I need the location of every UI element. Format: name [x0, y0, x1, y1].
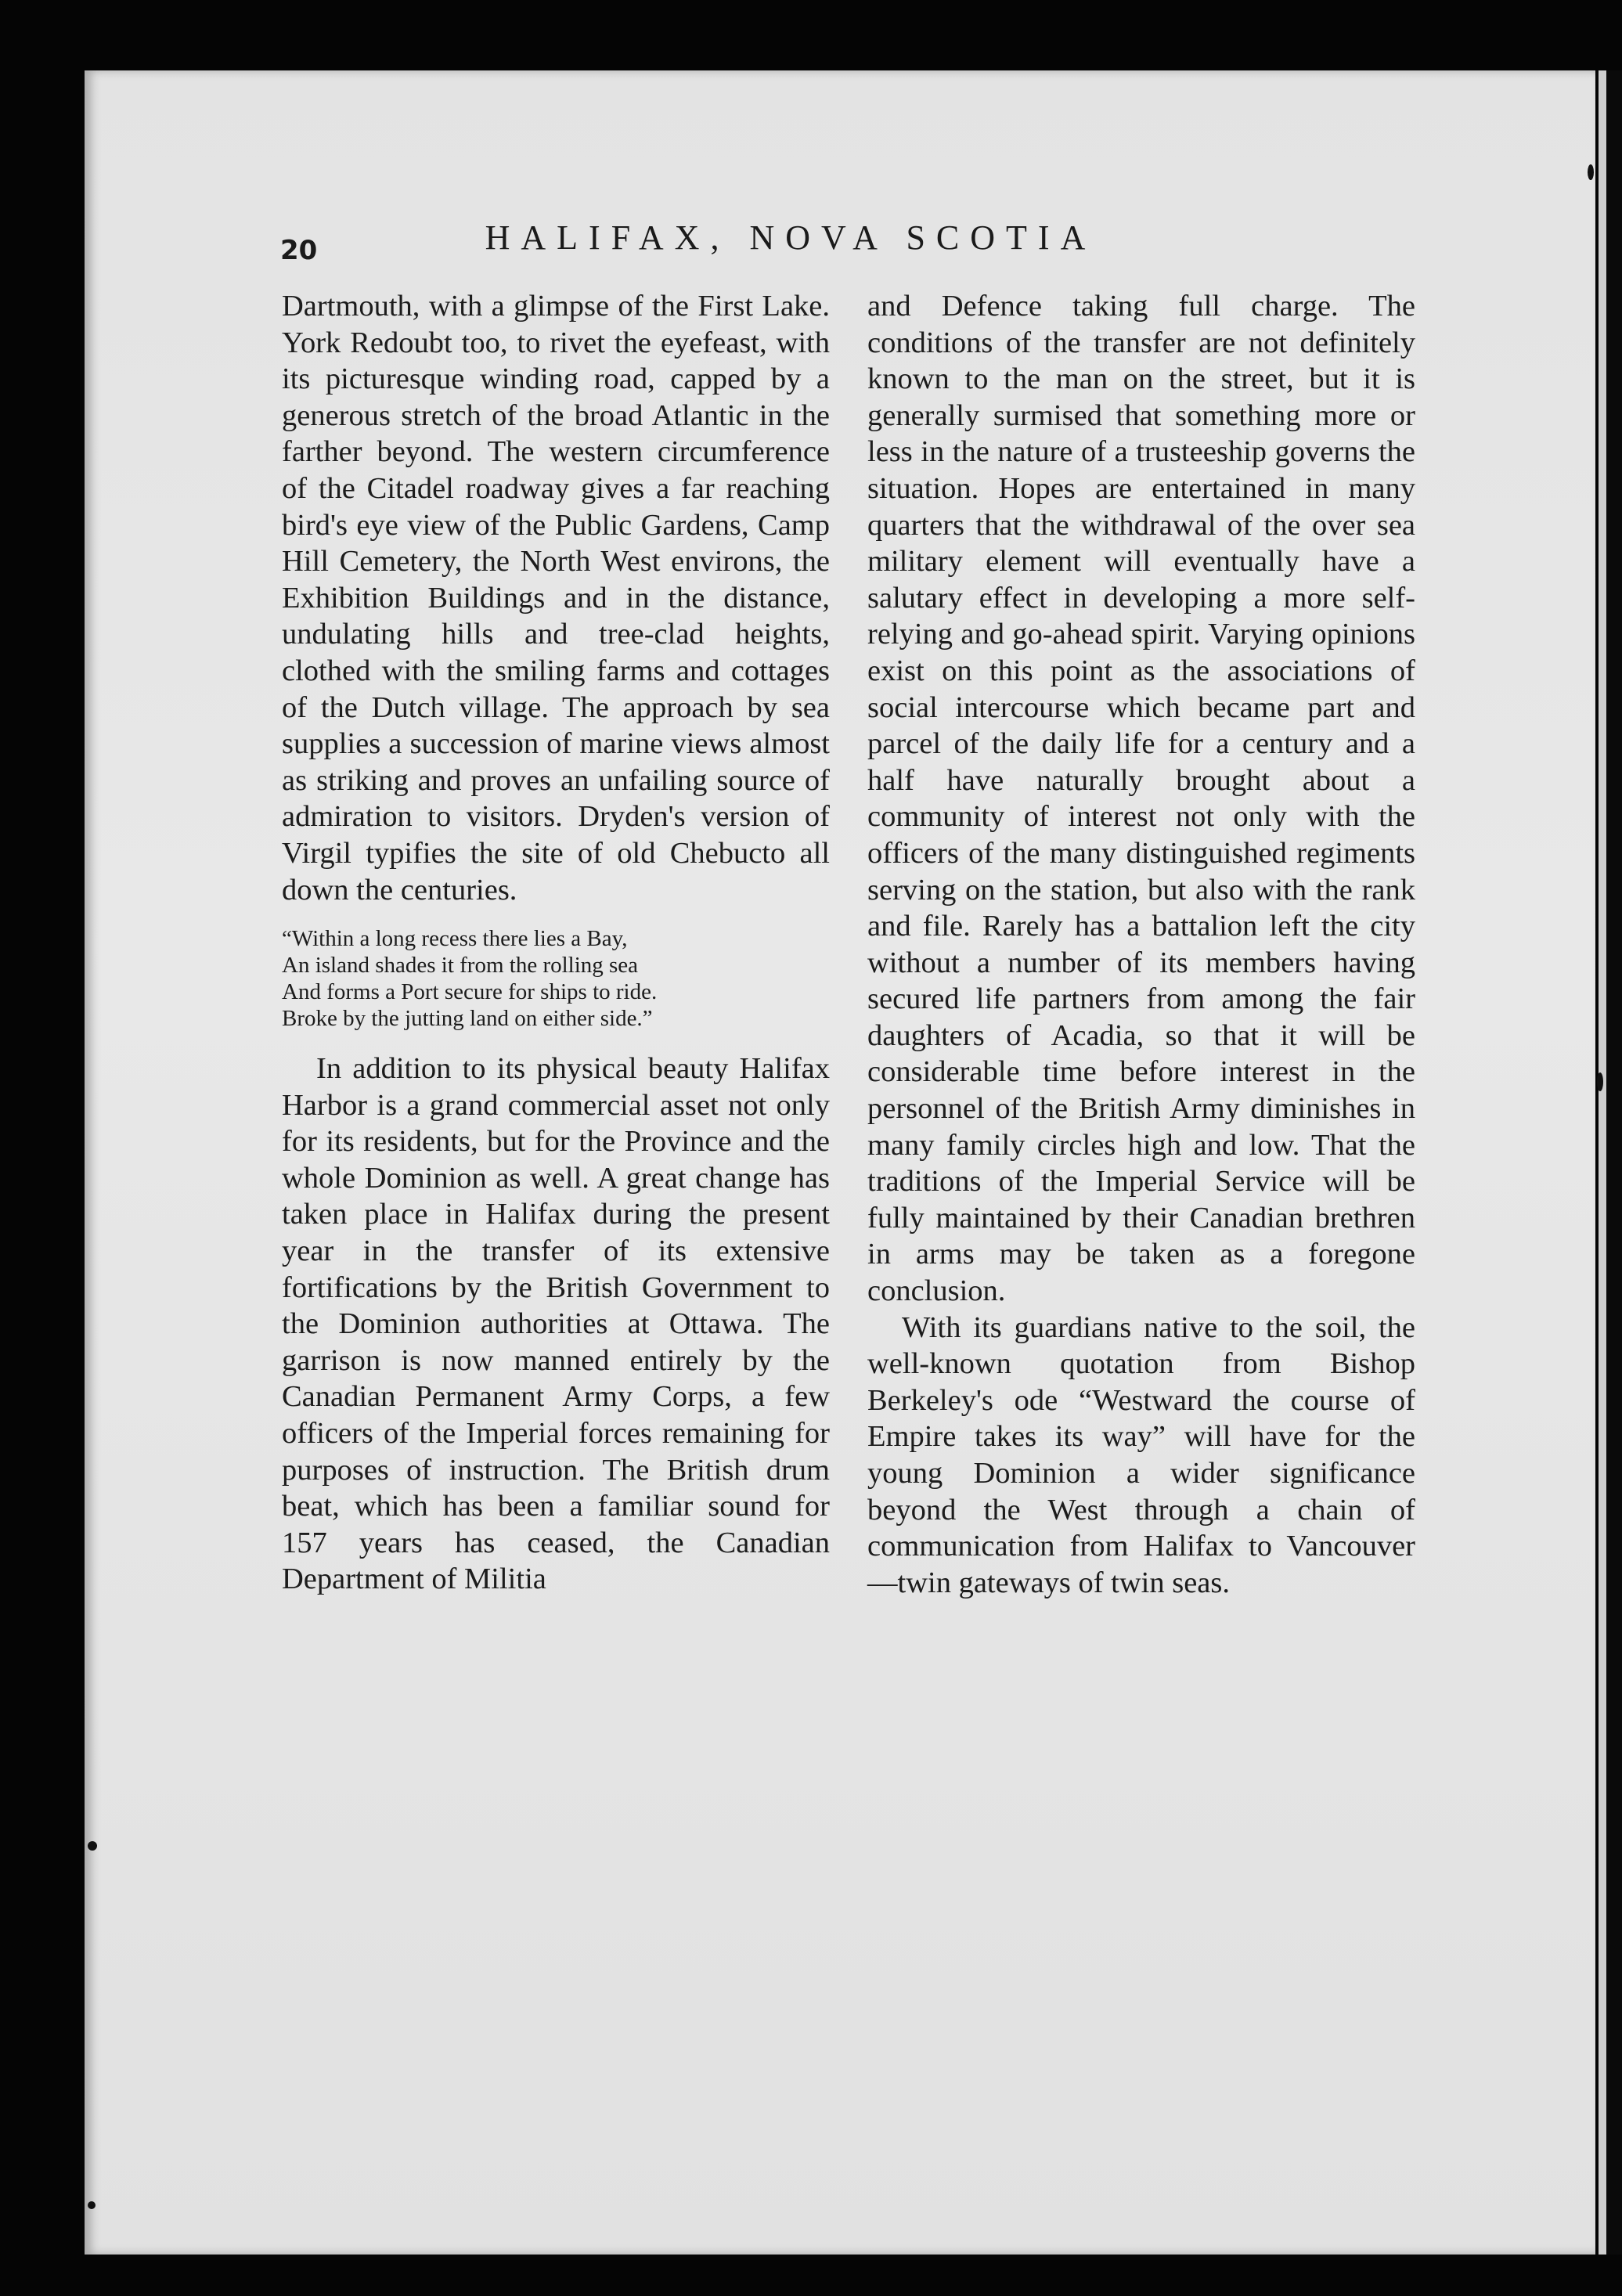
scan-speck	[88, 2201, 96, 2209]
scan-speck	[1588, 164, 1594, 180]
verse-line: An island shades it from the rolling sea	[282, 953, 639, 979]
page-edge	[1599, 70, 1606, 2255]
right-paragraph-2: With its guardians native to the soil, the well-known quotation from Bishop Berkeley's ode “Westward the course of Empire takes its way” will have for the young Dominion a wider significance beyond the West through a chain of communication from Halifax to Vancouver—twin gateways of twin seas.	[867, 1310, 1415, 1599]
left-column	[282, 288, 830, 1598]
right-column	[867, 288, 1415, 1601]
verse-quote	[282, 925, 830, 1032]
page-number: 20	[280, 235, 318, 266]
verse-line: Broke by the jutting land on either side.”	[282, 1006, 653, 1032]
scan-border	[1606, 70, 1622, 2255]
verse-line: And forms a Port secure for ships to ride.	[282, 979, 658, 1005]
right-paragraph-1: and Defence taking full charge. The conditions of the transfer are not definitely known to the man on the street, but it is generally surmised that something more or less in the nature of a trusteeship governs the situation. Hopes are entertained in many quarters that the withdrawal of the over sea military element will eventually have a salutary effect in developing a more self-relying and go-ahead spirit. Varying opinions exist on this point as the associations of social intercourse which became part and parcel of the daily life for a century and a half have naturally brought about a community of interest not only with the officers of the many distinguished regiments serving on the station, but also with the rank and file. Rarely has a battalion left the city without a number of its members having secured life partners from among the fair daughters of Acadia, so that it will be considerable time before interest in the personnel of the British Army diminishes in many family circles high and low. That the traditions of the Imperial Service will be fully maintained by their Canadian brethren in arms may be taken as a foregone conclusion.	[867, 290, 1415, 1308]
scan-speck	[1597, 1072, 1603, 1091]
running-title: HALIFAX, NOVA SCOTIA	[485, 218, 1097, 257]
scan-speck	[88, 1841, 97, 1851]
verse-line: “Within a long recess there lies a Bay,	[282, 926, 628, 952]
left-paragraph-1: Dartmouth, with a glimpse of the First Lake. York Redoubt too, to rivet the eyefeast, with its picturesque winding road, capped by a generous stretch of the broad Atlantic in the farther beyond. The western circumference of the Citadel roadway gives a far reaching bird's eye view of the Public Gardens, Camp Hill Cemetery, the North West environs, the Exhibition Buildings and in the distance, undulating hills and tree-clad heights, clothed with the smiling farms and cottages of the Dutch village. The approach by sea supplies a succession of marine views almost as striking and proves an unfailing source of admiration to visitors. Dryden's version of Virgil typifies the site of old Chebucto all down the centuries.	[282, 290, 830, 907]
left-paragraph-2: In addition to its physical beauty Halifax Harbor is a grand commercial asset not only for its residents, but for the Province and the whole Dominion as well. A great change has taken place in Halifax during the present year in the transfer of its extensive fortifications by the British Government to the Dominion authorities at Ottawa. The garrison is now manned entirely by the Canadian Permanent Army Corps, a few officers of the Imperial forces remaining for purposes of instruction. The British drum beat, which has been a familiar sound for 157 years has ceased, the Canadian Department of Militia	[282, 1052, 830, 1596]
